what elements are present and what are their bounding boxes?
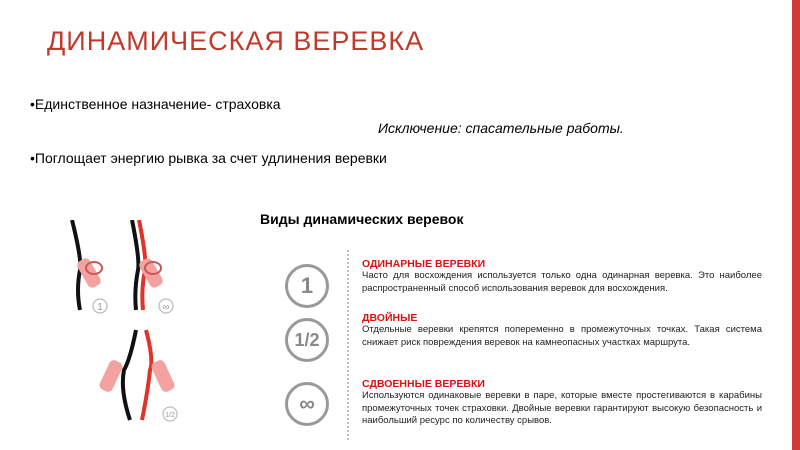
slide-title: ДИНАМИЧЕСКАЯ ВЕРЕВКА: [47, 26, 425, 56]
half-rope-illustration: [98, 330, 177, 421]
rope-type-title: ДВОЙНЫЕ: [362, 312, 418, 324]
rope-type-description: Используются одинаковые веревки в паре, которые вместе простегиваются в карабины промежуточных точек страховки. Двойные веревки гарантируют высокую безопасность и наибольший ресурс по количеству срывов.: [362, 390, 762, 426]
bullet-energy: •Поглощает энергию рывка за счет удлинения веревки: [30, 150, 387, 166]
rope-type-title: СДВОЕННЫЕ ВЕРЕВКИ: [362, 378, 485, 390]
twin-label: ∞: [162, 302, 170, 313]
exception-note: Исключение: спасательные работы.: [378, 120, 624, 136]
twin-rope-icon: ∞: [285, 382, 329, 426]
rope-types-heading: Виды динамических веревок: [260, 211, 464, 227]
half-rope-icon: 1/2: [285, 318, 329, 362]
rope-type-title: ОДИНАРНЫЕ ВЕРЕВКИ: [362, 258, 486, 270]
half-label: 1/2: [165, 412, 175, 419]
rope-type-entry: [362, 312, 762, 349]
single-rope-illustration: [72, 220, 107, 313]
rope-type-entry: [362, 258, 762, 295]
rope-types-panel: [285, 250, 762, 440]
rope-diagram: [60, 220, 200, 430]
rope-type-description: Часто для восхождения используется только одна одинарная веревка. Это наиболее распространенный способ использования веревок для восхождения.: [362, 270, 762, 294]
single-rope-icon: 1: [285, 264, 329, 308]
twin-rope-illustration: [132, 220, 173, 313]
rope-type-entry: [362, 378, 762, 428]
dotted-divider: [347, 250, 349, 440]
single-label: 1: [97, 302, 103, 313]
rope-type-description: Отдельные веревки крепятся попеременно в промежуточных точках. Такая система снижает риск повреждения веревок на камнеопасных участках маршрута.: [362, 324, 762, 348]
bullet-purpose: •Единственное назначение- страховка: [30, 96, 281, 112]
accent-bar: [792, 0, 800, 450]
